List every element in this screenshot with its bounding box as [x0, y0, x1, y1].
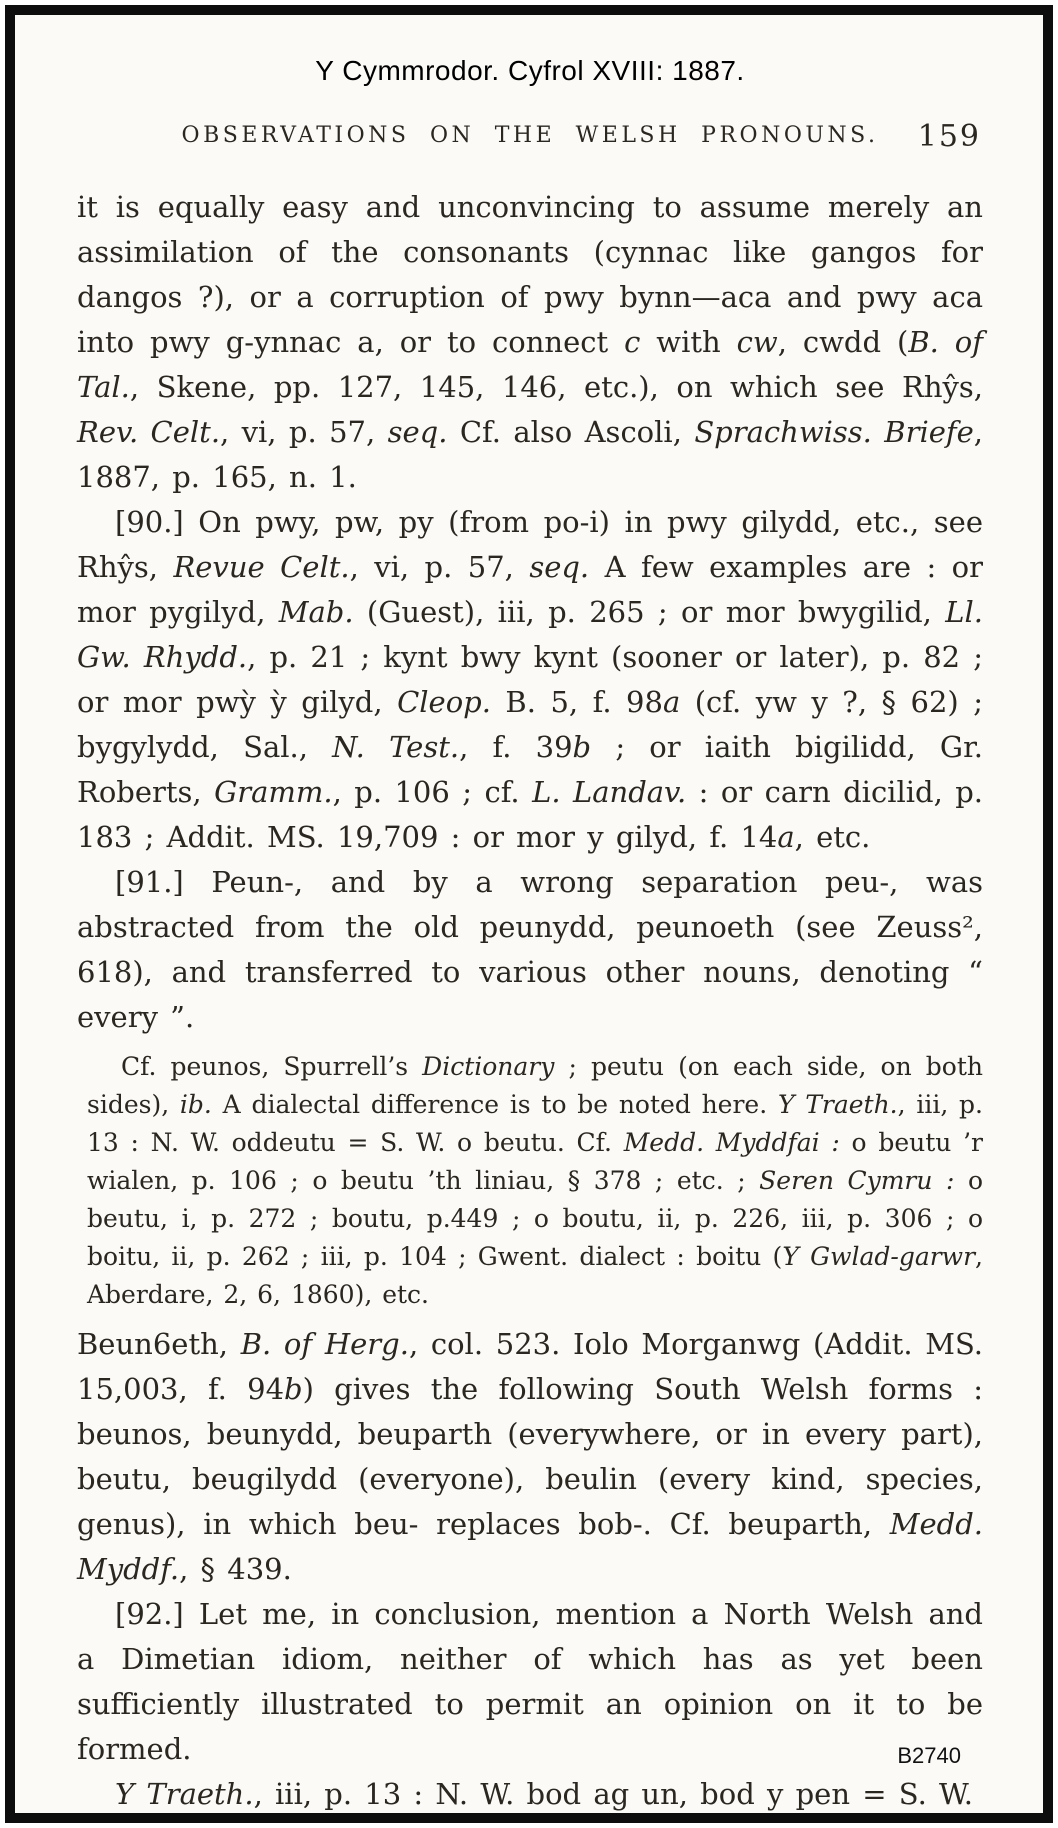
- paragraph: [91.] Peun-, and by a wrong separation peu-, was abstracted from the old peunydd, peunoeth (see Zeuss², 618), and transferred to various other nouns, denoting “ every ”.: [77, 865, 983, 1034]
- page-frame: [5, 5, 1053, 1823]
- paragraph: [92.] Let me, in conclusion, mention a North Welsh and a Dimetian idiom, neither of which has as yet been sufficiently illustrated to permit an opinion on it to be formed.: [77, 1597, 983, 1766]
- paragraph: Cf. peunos, Spurrell’s Dictionary ; peutu (on each side, on both sides), ib. A dialectal difference is to be noted here. Y Traeth., iii, p. 13 : N. W. oddeutu = S. W. o beutu. Cf. Medd. Myddfai : o beutu ’r wialen, p. 106 ; o beutu ’th liniau, § 378 ; etc. ; Seren Cymru : o beutu, i, p. 272 ; boutu, p.449 ; o boutu, ii, p. 226, iii, p. 306 ; o boitu, ii, p. 262 ; iii, p. 104 ; Gwent. dialect : boitu (Y Gwlad-garwr, Aberdare, 2, 6, 1860), etc.: [87, 1052, 983, 1309]
- paragraph: [90.] On pwy, pw, py (from po-i) in pwy gilydd, etc., see Rhŷs, Revue Celt., vi, p. 57, seq. A few examples are : or mor pygilyd, Mab. (Guest), iii, p. 265 ; or mor bwygilid, Ll. Gw. Rhydd., p. 21 ; kynt bwy kynt (sooner or later), p. 82 ; or mor pwỳ ỳ gilyd, Cleop. B. 5, f. 98a (cf. yw y ?, § 62) ; bygylydd, Sal., N. Test., f. 39b ; or iaith bigilidd, Gr. Roberts, Gramm., p. 106 ; cf. L. Landav. : or carn dicilid, p. 183 ; Addit. MS. 19,709 : or mor y gilyd, f. 14a, etc.: [77, 505, 984, 854]
- running-head-row: [77, 119, 983, 159]
- journal-title: Y Cymmrodor. Cyfrol XVIII: 1887.: [315, 55, 745, 86]
- body-text: [77, 185, 983, 1817]
- running-head: OBSERVATIONS ON THE WELSH PRONOUNS.: [181, 123, 879, 148]
- page-number: 159: [917, 119, 981, 154]
- paragraph: it is equally easy and unconvincing to assume merely an assimilation of the consonants (cynnac like gangos for dangos ?), or a corruption of pwy bynn—aca and pwy aca into pwy g-ynnac a, or to connect c with cw, cwdd (B. of Tal., Skene, pp. 127, 145, 146, etc.), on which see Rhŷs, Rev. Celt., vi, p. 57, seq. Cf. also Ascoli, Sprachwiss. Briefe, 1887, p. 165, n. 1.: [77, 190, 984, 494]
- catalog-code: B2740: [897, 1743, 961, 1768]
- paragraph: Beun6eth, B. of Herg., col. 523. Iolo Morganwg (Addit. MS. 15,003, f. 94b) gives the following South Welsh forms : beunos, beunydd, beuparth (everywhere, or in every part), beutu, beugilydd (everyone), beulin (every kind, species, genus), in which beu- replaces bob-. Cf. beuparth, Medd. Myddf., § 439.: [77, 1327, 984, 1586]
- paragraph: Y Traeth., iii, p. 13 : N. W. bod ag un, bod y pen = S. W.: [115, 1777, 973, 1811]
